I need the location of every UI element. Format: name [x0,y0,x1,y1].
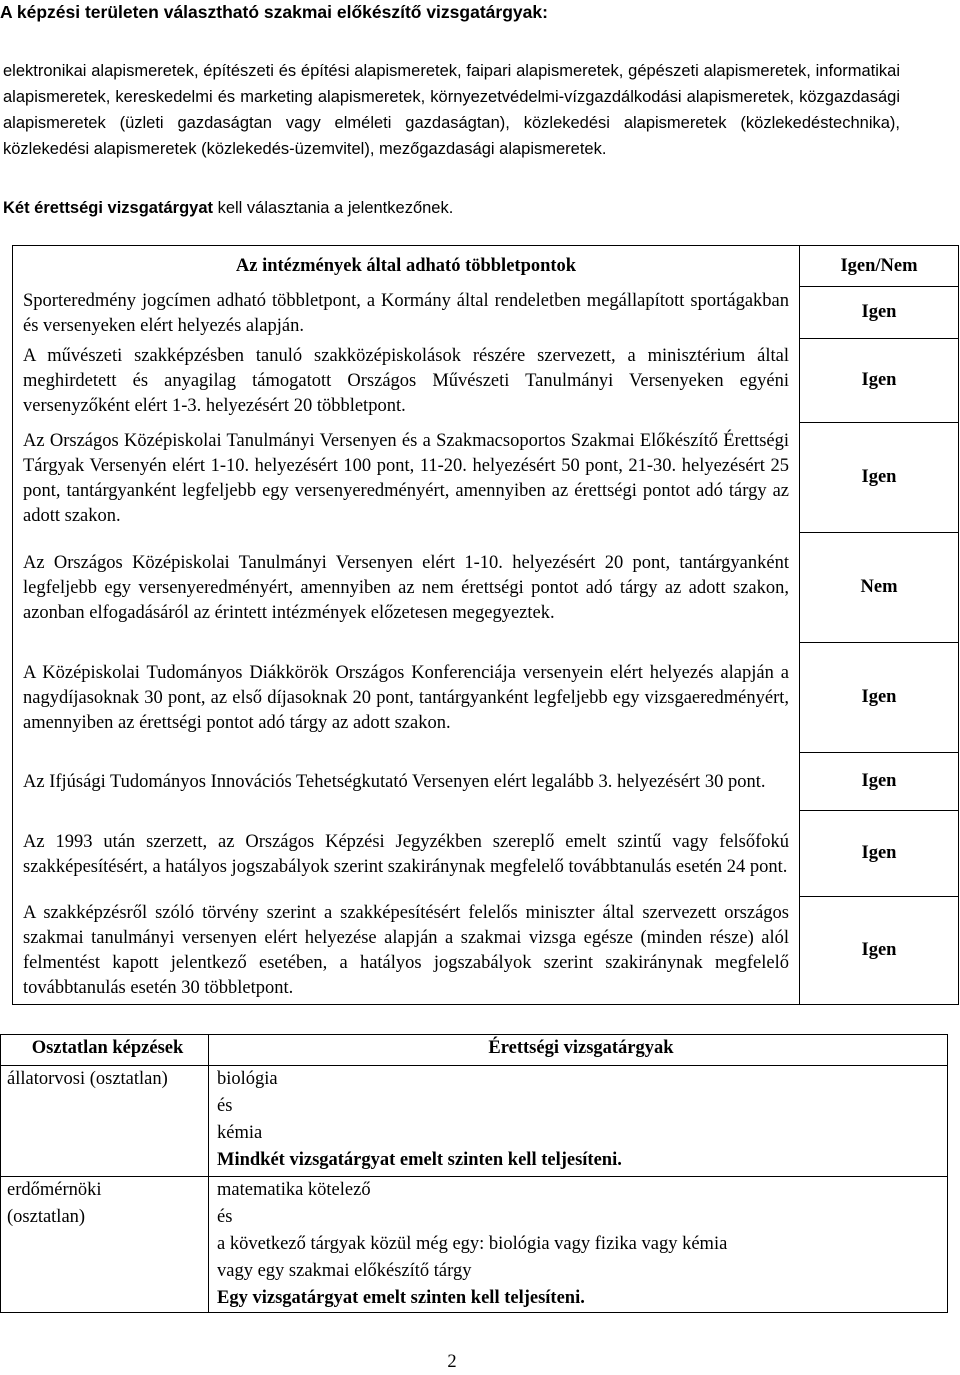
exam-row-program: erdőmérnöki (osztatlan) [1,1177,209,1313]
bonus-row [13,339,959,423]
bonus-row-text [13,897,800,1005]
bonus-row-text [13,533,800,643]
bonus-row-answer: Igen [800,897,959,1005]
bonus-row-answer: Igen [800,753,959,811]
bonus-table-header: Az intézmények által adható többletpontok [13,246,800,287]
bonus-row [13,287,959,339]
exam-subject-line: és [217,1096,233,1116]
bonus-table-header-row [13,246,959,287]
exam-requirement-note: Mindkét vizsgatárgyat emelt szinten kell teljesíteni. [217,1150,622,1170]
bonus-row-answer: Igen [800,811,959,897]
page-heading: A képzési területen választható szakmai előkészítő vizsgatárgyak: [0,2,548,22]
bonus-row-text [13,423,800,533]
bonus-row-text-content: Sporteredmény jogcímen adható többletpont, a Kormány által rendeletben megállapított sportágakban és versenyeken elért helyezés alapján. [23,290,789,336]
bonus-row-text [13,811,800,897]
bonus-row-text [13,753,800,811]
exam-subjects-table [0,1034,948,1313]
exam-table-header-subjects: Érettségi vizsgatárgyak [209,1035,948,1066]
bonus-row [13,753,959,811]
exam-row [1,1066,948,1177]
exam-subject-line: a következő tárgyak közül még egy: biológia vagy fizika vagy kémia [217,1234,728,1254]
bonus-row [13,643,959,753]
exam-subject-line: és [217,1207,233,1227]
bonus-row-text-content: Az Országos Középiskolai Tanulmányi Versenyen elért 1-10. helyezésért 20 pont, tantárgyanként legfeljebb egy versenyeredményért, amennyiben az nem érettségi pontot adó tárgy az adott szakon, azonban elfogadásáról az érintett intézmények előzetesen megegyeztek. [23,553,789,623]
bonus-row-text-content: A szakképzésről szóló törvény szerint a szakképesítésért felelős miniszter által szervezett országos szakmai tanulmányi versenyen elért helyezése alapján a szakmai vizsga egésze (minden része) alól felmentést kapott jelentkező esetében, a hatályos jogszabályok szerint szakiránynak megfelelő továbbtanulás esetén 30 többletpont. [23,903,789,999]
exam-table-header-row [1,1035,948,1066]
bonus-row-text [13,287,800,339]
exam-row-program: állatorvosi (osztatlan) [1,1066,209,1177]
choose-instruction-rest: kell választania a jelentkezőnek. [213,199,454,217]
bonus-row-text-content: A Középiskolai Tudományos Diákkörök Országos Konferenciája versenyein elért helyezés alapján a nagydíjasoknak 30 pont, az első díjasoknak 20 pont, tantárgyanként legfeljebb egy vizsgaeredményért, amennyiben az érettségi pontot adó tárgy az adott szakon. [23,663,789,733]
subject-list-paragraph: elektronikai alapismeretek, építészeti és építési alapismeretek, faipari alapismeretek, gépészeti alapismeretek, informatikai alapismeretek, kereskedelmi és marketing alapismeretek, környezetvédelmi-vízgazdálkodási alapismeretek, közgazdasági alapismeretek (üzleti gazdaságtan vagy elméleti gazdaságtan), közlekedési alapismeretek (közlekedéstechnika), közlekedési alapismeretek (közlekedés-üzemvitel), mezőgazdasági alapismeretek. [3,62,900,158]
exam-row-subjects [209,1066,948,1177]
exam-row-subjects [209,1177,948,1313]
bonus-table-header-answer: Igen/Nem [800,246,959,287]
bonus-row-text-content: Az 1993 után szerzett, az Országos Képzési Jegyzékben szereplő emelt szintű vagy felsőfokú szakképesítésért, a hatályos jogszabályok szerint szakiránynak megfelelő továbbtanulás esetén 24 pont. [23,831,789,877]
bonus-points-table [12,245,959,1005]
exam-row [1,1177,948,1313]
exam-subject-line: vagy egy szakmai előkészítő tárgy [217,1261,472,1281]
bonus-row-answer: Igen [800,287,959,339]
bonus-row-text [13,643,800,753]
bonus-row [13,811,959,897]
bonus-row [13,897,959,1005]
exam-subject-line: biológia [217,1069,278,1089]
exam-table-header-program: Osztatlan képzések [1,1035,209,1066]
bonus-row-text-content: Az Országos Középiskolai Tanulmányi Versenyen és a Szakmacsoportos Szakmai Előkészítő Érettségi Tárgyak Versenyén elért 1-10. helyezésért 100 pont, 11-20. helyezésért 50 pont, 21-30. helyezésért 25 pont, tantárgyanként legfeljebb egy versenyeredményért, amennyiben az érettségi pontot adó tárgy az adott szakon. [23,430,789,526]
bonus-row-answer: Nem [800,533,959,643]
bonus-row-text [13,339,800,423]
exam-subject-line: matematika kötelező [217,1180,371,1200]
exam-subject-line: kémia [217,1123,263,1143]
bonus-row-answer: Igen [800,643,959,753]
bonus-row-answer: Igen [800,339,959,423]
bonus-row-answer: Igen [800,423,959,533]
bonus-row-text-content: Az Ifjúsági Tudományos Innovációs Tehetségkutató Versenyen elért legalább 3. helyezésért 30 pont. [23,772,766,792]
bonus-row-text-content: A művészeti szakképzésben tanuló szakközépiskolások részére szervezett, a minisztérium által meghirdetett és anyagilag támogatott Országos Művészeti Tanulmányi Versenyeken egyéni versenyzőként elért 1-3. helyezésért 20 többletpont. [23,346,789,416]
bonus-row [13,423,959,533]
choose-instruction [3,196,900,220]
bonus-row [13,533,959,643]
choose-instruction-bold: Két érettségi vizsgatárgyat [3,199,213,217]
exam-requirement-note: Egy vizsgatárgyat emelt szinten kell teljesíteni. [217,1288,585,1308]
page-number: 2 [447,1352,457,1372]
